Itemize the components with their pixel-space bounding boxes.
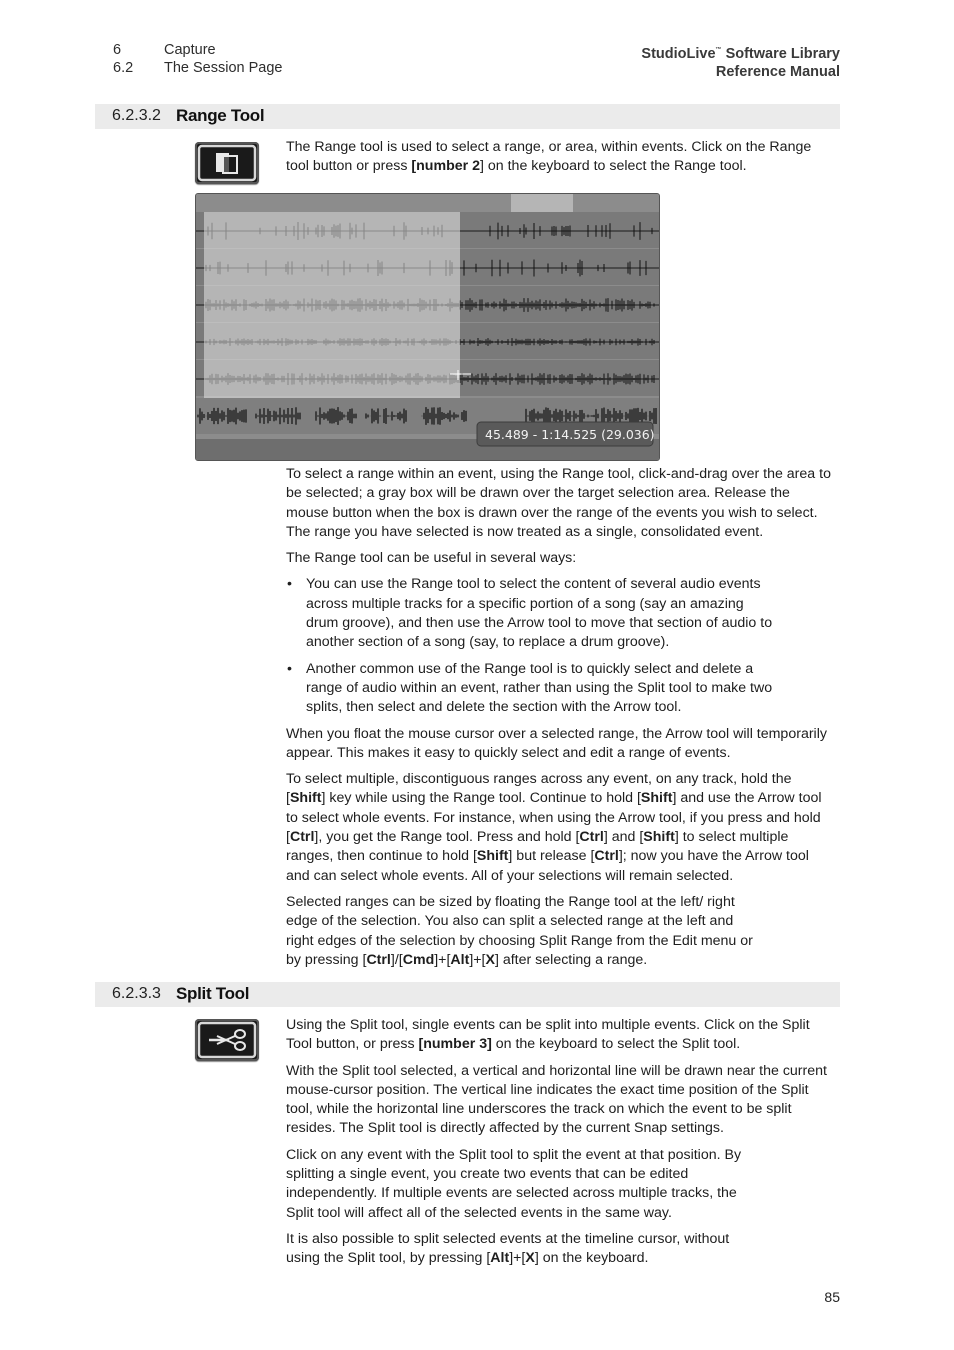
section-number: 6.2.3.2	[112, 107, 161, 124]
paragraph: With the Split tool selected, a vertical and horizontal line will be drawn near the current mouse-cursor position. The vertical line indicates the exact time position of the Split tool, while the horizontal line underscores the track on which the event to be split resides. The Split tool is directly affected by the current Snap settings.	[286, 1062, 827, 1137]
paragraph: Using the Split tool, single events can be split into multiple events. Click on the Split Tool button, or press [number 3] on the keyboard to select the Split tool.	[286, 1017, 810, 1053]
paragraph: To select multiple, discontiguous ranges across any event, on any track, hold the [Shift] key while using the Range tool. Continue to hold [Shift] and use the Arrow tool to select whole events. For instance, when using the Arrow tool, if you press and hold [Ctrl], you get the Range tool. Press and hold [Ctrl] and [Shift] to select multiple ranges, then continue to hold [Shift] but release [Ctrl]; now you have the Arrow tool and can select whole events. All of your selections will remain selected.	[286, 771, 822, 884]
product-name: StudioLive™ Software Library	[641, 46, 840, 62]
section-number: 6.2.3.3	[112, 985, 161, 1002]
range-tool-body	[286, 465, 831, 977]
paragraph: To select a range within an event, using the Range tool, click-and-drag over the area to be selected; a gray box will be drawn over the target selection area. Release the mouse button when the box is drawn over the range of the events you wish to select. The range you have selected is now treated as a single, consolidated event.	[286, 466, 831, 540]
section-number: 6.2	[113, 59, 134, 76]
section-title: Range Tool	[176, 106, 265, 125]
manual-name: Reference Manual	[715, 63, 840, 80]
intro-paragraph: The Range tool is used to select a range, or area, within events. Click on the Range tool button or press [number 2] on the keyboard to select the Range tool.	[286, 139, 812, 175]
chapter-title: Capture	[164, 42, 216, 58]
paragraph: It is also possible to split selected events at the timeline cursor, without using the Split tool, by pressing [Alt]+[X] on the keyboard.	[286, 1230, 730, 1267]
paragraph: The Range tool can be useful in several ways:	[286, 550, 577, 567]
scissors-icon	[195, 1019, 259, 1061]
range-selection-box	[204, 212, 460, 398]
paragraph: Click on any event with the Split tool to split the event at that position. By splitting a single event, you create two events that can be edited independently. If multiple events are selected across multiple tracks, the Split tool will affect all of the selected events in the same way.	[286, 1146, 742, 1221]
bullet-item: • Another common use of the Range tool is to quickly select and delete a range of audio within an event, rather than using the Split tool to make two splits, then select and delete the section with the Arrow tool.	[286, 660, 776, 718]
running-header-left	[113, 42, 283, 77]
running-header-right	[641, 42, 840, 81]
bullet-item: • You can use the Range tool to select the content of several audio events across multiple tracks for a specific portion of a song (say an amazing drum groove), and then use the Arrow tool to move that section of audio to another section of a song (say, to replace a drum groove).	[286, 575, 776, 652]
range-tool-intro	[286, 138, 831, 184]
range-tool-icon	[195, 142, 259, 184]
range-time-readout: 45.489 - 1:14.525 (29.036)	[485, 427, 655, 442]
paragraph: When you float the mouse cursor over a selected range, the Arrow tool will temporarily appear. This makes it easy to quickly select and edit a range of events.	[286, 725, 827, 761]
section-title: Split Tool	[176, 984, 250, 1003]
section-title: The Session Page	[164, 59, 283, 76]
chapter-number: 6	[113, 42, 122, 58]
range-selection-screenshot	[195, 193, 660, 461]
paragraph: Selected ranges can be sized by floating the Range tool at the left/ right edge of the selection. You also can split a selected range at the left and right edges of the selection by choosing Split Range from the Edit menu or by pressing [Ctrl]/[Cmd]+[Alt]+[X] after selecting a range.	[286, 893, 753, 968]
page-number: 85	[824, 1289, 840, 1305]
split-tool-body	[286, 1016, 831, 1276]
section-heading-range-tool	[95, 104, 840, 129]
bullet-list	[286, 575, 831, 717]
waveform-tracks	[196, 194, 659, 460]
section-heading-split-tool	[95, 982, 840, 1007]
